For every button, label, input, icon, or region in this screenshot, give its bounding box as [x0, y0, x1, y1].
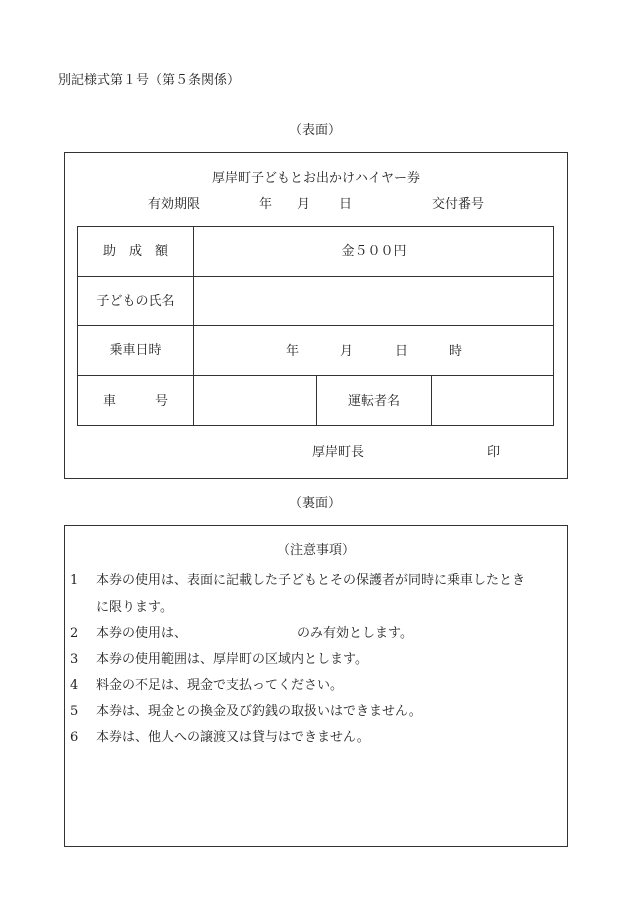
validity-month: 月 — [297, 197, 311, 212]
ride-year: 年 — [286, 344, 300, 359]
validity-label: 有効期限 — [148, 197, 201, 212]
note-text: 本券の使用は、表面に記載した子どもとその保護者が同時に乗車したとき — [96, 573, 526, 588]
seal-label: 印 — [487, 445, 501, 460]
note-number: 2 — [70, 626, 79, 641]
note-text: 料金の不足は、現金で支払ってください。 — [96, 678, 344, 693]
note-text-continued: に限ります。 — [96, 600, 173, 615]
issue-number-label: 交付番号 — [432, 197, 485, 212]
note-number: 1 — [70, 573, 79, 588]
note-number: 3 — [70, 652, 79, 667]
note-number: 4 — [70, 678, 79, 693]
form-style-label: 別記様式第１号（第５条関係） — [58, 73, 241, 88]
mayor-label: 厚岸町長 — [312, 445, 365, 460]
validity-year: 年 — [259, 197, 273, 212]
child-name-field[interactable] — [194, 277, 554, 325]
ride-hour: 時 — [449, 344, 463, 359]
validity-day: 日 — [339, 197, 353, 212]
ride-date-field[interactable] — [194, 326, 554, 375]
note-number: 6 — [70, 730, 79, 745]
driver-name-label: 運転者名 — [347, 393, 400, 409]
ride-date-label: 乗車日時 — [109, 343, 162, 358]
child-name-label: 子どもの氏名 — [96, 293, 175, 309]
note-number: 5 — [70, 704, 79, 719]
car-number-field[interactable] — [194, 376, 316, 426]
note-text: 本券は、現金との換金及び釣銭の取扱いはできません。 — [96, 704, 422, 719]
subsidy-value: 金５００円 — [341, 244, 407, 259]
note-text: 本券の使用は、 — [96, 626, 188, 641]
ride-month: 月 — [340, 344, 354, 359]
ticket-title: 厚岸町子どもとお出かけハイヤー券 — [211, 171, 420, 186]
note-text: 本券は、他人への譲渡又は貸与はできません。 — [96, 730, 370, 745]
back-section-label: （裏面） — [288, 496, 341, 511]
car-number-label: 車 号 — [102, 393, 168, 409]
driver-name-field[interactable] — [432, 376, 554, 426]
subsidy-label: 助 成 額 — [102, 244, 168, 259]
note-text: のみ有効とします。 — [297, 626, 413, 641]
notes-title: （注意事項） — [276, 543, 355, 558]
front-section-label: （表面） — [288, 123, 341, 138]
ride-day: 日 — [395, 344, 409, 359]
note-text: 本券の使用範囲は、厚岸町の区域内とします。 — [96, 652, 368, 667]
